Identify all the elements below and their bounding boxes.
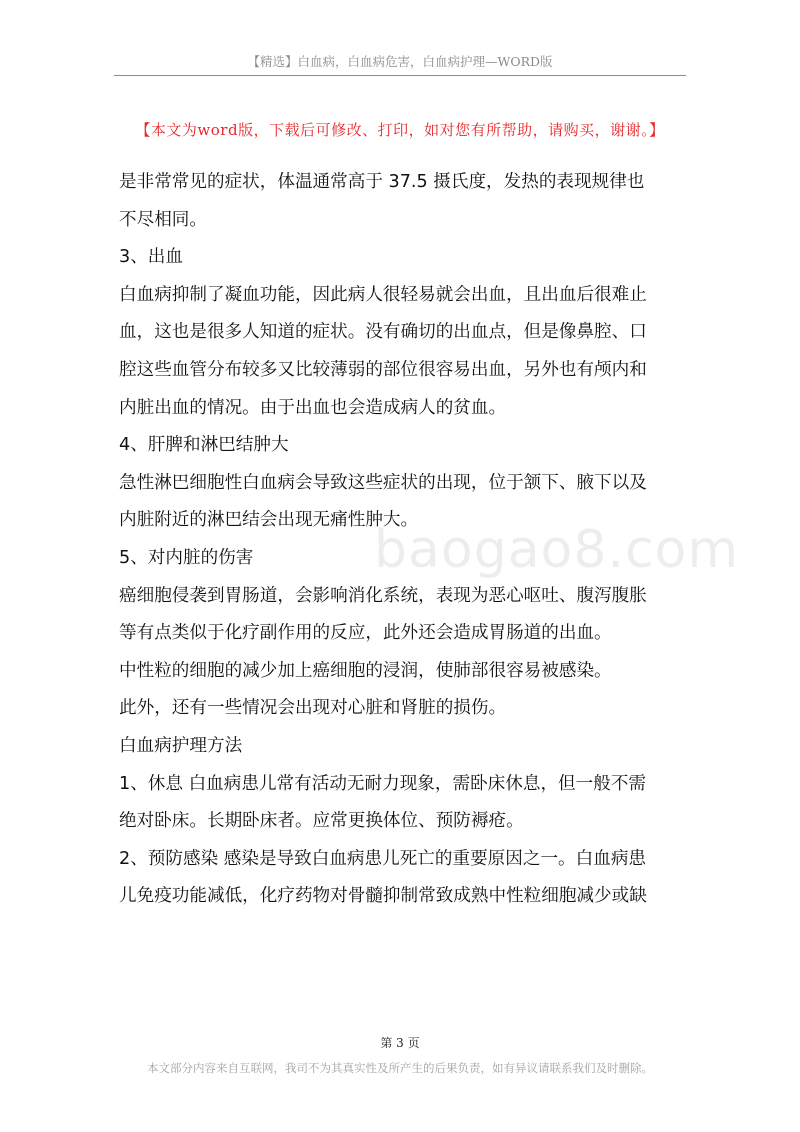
body-line: 儿免疫功能减低，化疗药物对骨髓抑制常致成熟中性粒细胞减少或缺	[119, 886, 647, 907]
body-line: 此外，还有一些情况会出现对心脏和肾脏的损伤。	[119, 698, 507, 719]
body-line: 2、预防感染 感染是导致白血病患儿死亡的重要原因之一。白血病患	[119, 848, 647, 869]
body-line: 急性淋巴细胞性白血病会导致这些症状的出现，位于颔下、腋下以及	[119, 472, 647, 493]
section-heading-bleeding: 3、出血	[119, 247, 183, 268]
header-divider	[114, 75, 686, 76]
page-header: 【精选】白血病，白血病危害，白血病护理—WORD版	[247, 54, 553, 69]
section-heading-organ-damage: 5、对内脏的伤害	[119, 547, 254, 568]
body-line: 等有点类似于化疗副作用的反应，此外还会造成胃肠道的出血。	[119, 623, 612, 644]
word-version-notice: 【本文为word版，下载后可修改、打印，如对您有所帮助，请购买，谢谢。】	[135, 121, 665, 139]
body-line: 白血病抑制了凝血功能，因此病人很轻易就会出血，且出血后很难止	[119, 284, 647, 305]
body-line: 绝对卧床。长期卧床者。应常更换体位、预防褥疮。	[119, 811, 524, 832]
body-line: 腔这些血管分布较多又比较薄弱的部位很容易出血，另外也有颅内和	[119, 359, 647, 380]
body-line: 中性粒的细胞的减少加上癌细胞的浸润，使肺部很容易被感染。	[119, 660, 612, 681]
body-line: 是非常常见的症状，体温通常高于 37.5 摄氏度，发热的表现规律也	[119, 172, 645, 192]
body-line: 1、休息 白血病患儿常有活动无耐力现象，需卧床休息，但一般不需	[119, 773, 647, 794]
body-line: 内脏附近的淋巴结会出现无痛性肿大。	[119, 510, 419, 531]
body-line: 血，这也是很多人知道的症状。没有确切的出血点，但是像鼻腔、口	[119, 322, 647, 343]
watermark: baogao8.com	[374, 520, 740, 580]
page-number: 第 3 页	[380, 1036, 420, 1050]
body-line: 不尽相同。	[119, 209, 207, 230]
body-line: 癌细胞侵袭到胃肠道，会影响消化系统，表现为恶心呕吐、腹泻腹胀	[119, 585, 647, 606]
footer-disclaimer: 本文部分内容来自互联网，我司不为其真实性及所产生的后果负责，如有异议请联系我们及时删除。	[147, 1061, 653, 1075]
document-body	[119, 164, 694, 916]
section-heading-liver-spleen: 4、肝脾和淋巴结肿大	[119, 435, 289, 456]
section-heading-nursing: 白血病护理方法	[119, 735, 243, 756]
body-line: 内脏出血的情况。由于出血也会造成病人的贫血。	[119, 397, 507, 418]
